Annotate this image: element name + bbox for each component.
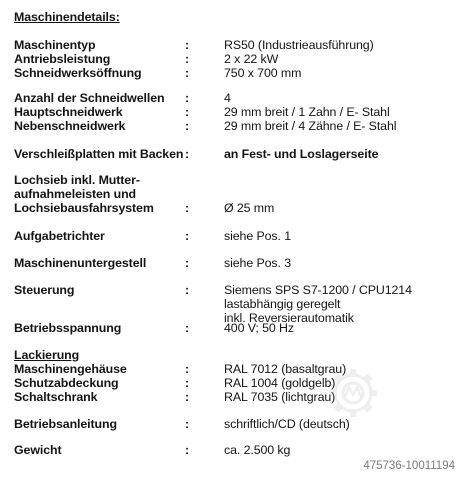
lackierung-heading: Lackierung [14,348,80,362]
label-schaltschrank: Schaltschrank [14,390,98,404]
value-anzahl-schneidwellen: 4 [224,91,231,105]
colon-verschleissplatten: : [185,147,190,161]
colon-nebenschneidwerk: : [185,119,190,133]
document-title: Maschinendetails: [14,10,120,24]
colon-schneidwerksoeffnung: : [185,66,190,80]
colon-anzahl-schneidwellen: : [185,91,190,105]
value-antriebsleistung: 2 x 22 kW [224,52,279,66]
value-schutzabdeckung: RAL 1004 (goldgelb) [224,376,336,390]
colon-schutzabdeckung: : [185,376,190,390]
label-steuerung: Steuerung [14,283,75,297]
colon-aufgabetrichter: : [185,229,190,243]
label-antriebsleistung: Antriebsleistung [14,52,111,66]
label-betriebsspannung: Betriebsspannung [14,321,122,335]
value-betriebsspannung: 400 V; 50 Hz [224,321,294,335]
label-lochsieb-line-2: aufnahmeleisten und [14,187,137,201]
label-betriebsanleitung: Betriebsanleitung [14,417,117,431]
colon-maschinengehaeuse: : [185,362,190,376]
colon-lochsieb: : [185,201,190,215]
colon-hauptschneidwerk: : [185,105,190,119]
value-schaltschrank: RAL 7035 (lichtgrau) [224,390,336,404]
value-gewicht: ca. 2.500 kg [224,443,291,457]
colon-betriebsspannung: : [185,321,190,335]
value-lochsieb: Ø 25 mm [224,201,275,215]
value-steuerung-line-3: inkl. Reversierautomatik [224,311,354,325]
gear-logo-watermark-icon [325,365,381,421]
colon-maschinenuntergestell: : [185,256,190,270]
value-steuerung-line-2: lastabhängig geregelt [224,297,341,311]
value-betriebsanleitung: schriftlich/CD (deutsch) [224,417,350,431]
colon-betriebsanleitung: : [185,417,190,431]
colon-schaltschrank: : [185,390,190,404]
value-schneidwerksoeffnung: 750 x 700 mm [224,66,302,80]
label-hauptschneidwerk: Hauptschneidwerk [14,105,123,119]
label-maschinentyp: Maschinentyp [14,38,96,52]
label-verschleissplatten: Verschleißplatten mit Backen [14,147,184,161]
value-maschinentyp: RS50 (Industrieausführung) [224,38,374,52]
label-maschinenuntergestell: Maschinenuntergestell [14,256,147,270]
label-gewicht: Gewicht [14,443,62,457]
document-id-footer: 475736-10011194 [363,460,455,472]
colon-antriebsleistung: : [185,52,190,66]
value-nebenschneidwerk: 29 mm breit / 4 Zähne / E- Stahl [224,119,397,133]
value-verschleissplatten: an Fest- und Loslagerseite [224,147,379,161]
colon-steuerung: : [185,283,190,297]
label-maschinengehaeuse: Maschinengehäuse [14,362,127,376]
colon-gewicht: : [185,443,190,457]
value-aufgabetrichter: siehe Pos. 1 [224,229,291,243]
colon-maschinentyp: : [185,38,190,52]
label-schneidwerksoeffnung: Schneidwerksöffnung [14,66,142,80]
value-maschinengehaeuse: RAL 7012 (basaltgrau) [224,362,347,376]
label-schutzabdeckung: Schutzabdeckung [14,376,119,390]
label-lochsieb-line-3: Lochsiebausfahrsystem [14,201,154,215]
label-aufgabetrichter: Aufgabetrichter [14,229,105,243]
label-nebenschneidwerk: Nebenschneidwerk [14,119,126,133]
label-lochsieb-line-1: Lochsieb inkl. Mutter- [14,173,140,187]
value-steuerung-line-1: Siemens SPS S7-1200 / CPU1214 [224,283,412,297]
value-maschinenuntergestell: siehe Pos. 3 [224,256,291,270]
value-hauptschneidwerk: 29 mm breit / 1 Zahn / E- Stahl [224,105,390,119]
label-anzahl-schneidwellen: Anzahl der Schneidwellen [14,91,165,105]
